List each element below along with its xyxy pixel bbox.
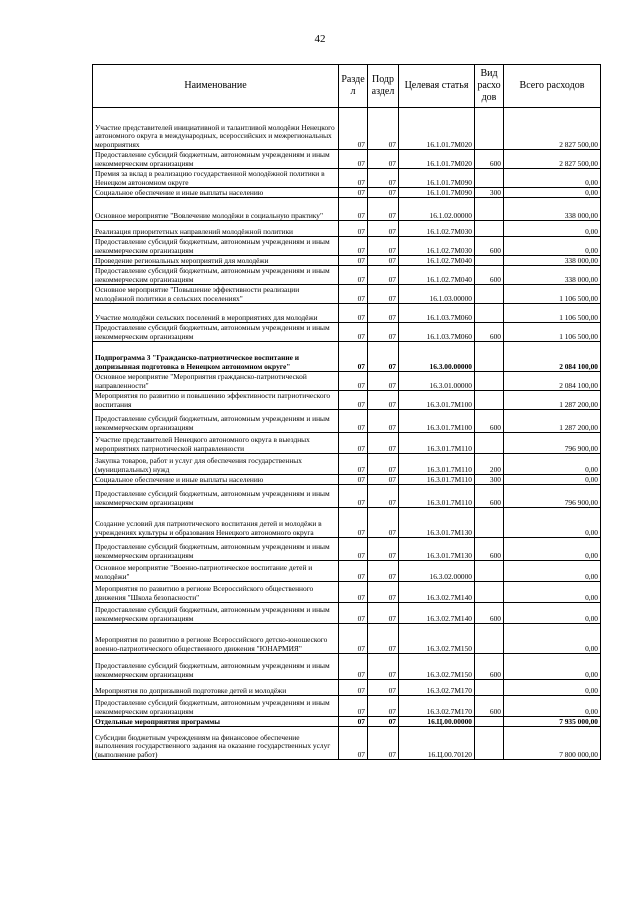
cell-podrazdel: 07	[368, 304, 399, 323]
cell-name: Основное мероприятие "Вовлечение молодёжи в социальную практику"	[93, 198, 339, 221]
cell-total: 0,00	[504, 582, 601, 603]
cell-podrazdel: 07	[368, 717, 399, 727]
cell-vid: 600	[475, 410, 504, 433]
cell-vid	[475, 108, 504, 150]
table-row	[93, 198, 601, 221]
cell-total: 338 000,00	[504, 266, 601, 285]
cell-vid	[475, 680, 504, 696]
table-row	[93, 654, 601, 680]
cell-name: Проведение региональных мероприятий для молодёжи	[93, 256, 339, 266]
cell-name: Отдельные мероприятия программы	[93, 717, 339, 727]
cell-razdel: 07	[339, 454, 368, 475]
header-razdel: Разде л	[339, 65, 368, 108]
cell-razdel: 07	[339, 108, 368, 150]
table-row	[93, 410, 601, 433]
cell-total: 0,00	[504, 603, 601, 624]
cell-vid: 600	[475, 538, 504, 561]
cell-podrazdel: 07	[368, 410, 399, 433]
cell-total: 2 827 500,00	[504, 150, 601, 169]
cell-total: 338 000,00	[504, 256, 601, 266]
table-row	[93, 454, 601, 475]
cell-name: Субсидии бюджетным учреждениям на финансовое обеспечение выполнения государственного задания на оказание государственных услуг (выполнение работ)	[93, 727, 339, 760]
cell-podrazdel: 07	[368, 582, 399, 603]
cell-name: Подпрограмма 3 "Гражданско-патриотическое воспитание и допризывная подготовка в Ненецком автономном округе"	[93, 342, 339, 372]
cell-total: 796 900,00	[504, 485, 601, 508]
cell-razdel: 07	[339, 150, 368, 169]
cell-total: 0,00	[504, 188, 601, 198]
table-row	[93, 727, 601, 760]
cell-vid: 200	[475, 454, 504, 475]
cell-total: 7 935 000,00	[504, 717, 601, 727]
cell-razdel: 07	[339, 717, 368, 727]
cell-name: Участие молодёжи сельских поселений в мероприятиях для молодёжи	[93, 304, 339, 323]
cell-vid	[475, 342, 504, 372]
table-row	[93, 538, 601, 561]
cell-target: 16.1.01.7М090	[399, 169, 475, 188]
cell-razdel: 07	[339, 485, 368, 508]
cell-podrazdel: 07	[368, 285, 399, 304]
cell-name: Предоставление субсидий бюджетным, автономным учреждениям и иным некоммерческим организациям	[93, 485, 339, 508]
cell-target: 16.3.02.7М170	[399, 696, 475, 717]
page-number: 42	[314, 33, 326, 45]
cell-target: 16.3.00.00000	[399, 342, 475, 372]
cell-razdel: 07	[339, 285, 368, 304]
table-row	[93, 475, 601, 485]
cell-target: 16.1.02.7М040	[399, 256, 475, 266]
cell-vid	[475, 256, 504, 266]
cell-podrazdel: 07	[368, 624, 399, 654]
cell-podrazdel: 07	[368, 237, 399, 256]
table-row	[93, 256, 601, 266]
cell-podrazdel: 07	[368, 169, 399, 188]
cell-podrazdel: 07	[368, 188, 399, 198]
table-row	[93, 433, 601, 454]
cell-razdel: 07	[339, 582, 368, 603]
cell-razdel: 07	[339, 188, 368, 198]
cell-podrazdel: 07	[368, 266, 399, 285]
cell-total: 796 900,00	[504, 433, 601, 454]
table-row	[93, 304, 601, 323]
table-row	[93, 342, 601, 372]
cell-total: 7 800 000,00	[504, 727, 601, 760]
cell-total: 0,00	[504, 561, 601, 582]
table-row	[93, 603, 601, 624]
cell-vid: 600	[475, 266, 504, 285]
cell-vid	[475, 624, 504, 654]
cell-podrazdel: 07	[368, 108, 399, 150]
cell-vid	[475, 508, 504, 538]
cell-razdel: 07	[339, 654, 368, 680]
cell-target: 16.3.01.7М110	[399, 454, 475, 475]
cell-name: Предоставление субсидий бюджетным, автономным учреждениям и иным некоммерческим организациям	[93, 538, 339, 561]
cell-vid	[475, 221, 504, 237]
cell-total: 1 106 500,00	[504, 285, 601, 304]
cell-vid: 600	[475, 237, 504, 256]
cell-podrazdel: 07	[368, 475, 399, 485]
cell-target: 16.Ц.00.70120	[399, 727, 475, 760]
cell-razdel: 07	[339, 624, 368, 654]
cell-razdel: 07	[339, 433, 368, 454]
cell-target: 16.3.01.7М130	[399, 508, 475, 538]
cell-podrazdel: 07	[368, 372, 399, 391]
cell-total: 0,00	[504, 538, 601, 561]
cell-podrazdel: 07	[368, 508, 399, 538]
cell-podrazdel: 07	[368, 561, 399, 582]
cell-podrazdel: 07	[368, 603, 399, 624]
cell-razdel: 07	[339, 198, 368, 221]
cell-podrazdel: 07	[368, 256, 399, 266]
cell-name: Закупка товаров, работ и услуг для обеспечения государственных (муниципальных) нужд	[93, 454, 339, 475]
cell-total: 2 084 100,00	[504, 372, 601, 391]
cell-podrazdel: 07	[368, 696, 399, 717]
cell-razdel: 07	[339, 256, 368, 266]
cell-target: 16.1.03.7М060	[399, 323, 475, 342]
table-row	[93, 150, 601, 169]
cell-target: 16.1.01.7М020	[399, 108, 475, 150]
cell-target: 16.3.01.7М110	[399, 475, 475, 485]
cell-total: 2 827 500,00	[504, 108, 601, 150]
cell-vid	[475, 727, 504, 760]
header-name: Наименование	[93, 65, 339, 108]
header-total: Всего расходов	[504, 65, 601, 108]
table-row	[93, 285, 601, 304]
cell-total: 1 287 200,00	[504, 410, 601, 433]
cell-razdel: 07	[339, 237, 368, 256]
cell-total: 1 106 500,00	[504, 304, 601, 323]
cell-total: 0,00	[504, 221, 601, 237]
cell-vid	[475, 304, 504, 323]
cell-vid	[475, 717, 504, 727]
cell-name: Создание условий для патриотического воспитания детей и молодёжи в учреждениях культуры и образования Ненецкого автономного округа	[93, 508, 339, 538]
cell-total: 0,00	[504, 624, 601, 654]
cell-vid: 600	[475, 696, 504, 717]
cell-total: 0,00	[504, 237, 601, 256]
cell-podrazdel: 07	[368, 198, 399, 221]
cell-podrazdel: 07	[368, 323, 399, 342]
cell-razdel: 07	[339, 266, 368, 285]
header-vid: Вид расхо дов	[475, 65, 504, 108]
cell-vid	[475, 582, 504, 603]
table-row	[93, 696, 601, 717]
cell-podrazdel: 07	[368, 391, 399, 410]
cell-target: 16.3.02.7М140	[399, 582, 475, 603]
cell-podrazdel: 07	[368, 454, 399, 475]
cell-razdel: 07	[339, 372, 368, 391]
cell-target: 16.1.02.7М030	[399, 237, 475, 256]
cell-target: 16.1.02.7М040	[399, 266, 475, 285]
table-row	[93, 582, 601, 603]
cell-podrazdel: 07	[368, 485, 399, 508]
cell-name: Участие представителей инициативной и талантливой молодёжи Ненецкого автономного округа в международных, всероссийских и межрегиональных мероприятиях	[93, 108, 339, 150]
cell-name: Предоставление субсидий бюджетным, автономным учреждениям и иным некоммерческим организациям	[93, 654, 339, 680]
cell-name: Основное мероприятие "Военно-патриотическое воспитание детей и молодёжи"	[93, 561, 339, 582]
cell-name: Участие представителей Ненецкого автономного округа в выездных мероприятиях патриотической направленности	[93, 433, 339, 454]
cell-name: Реализация приоритетных направлений молодёжной политики	[93, 221, 339, 237]
cell-razdel: 07	[339, 727, 368, 760]
cell-name: Предоставление субсидий бюджетным, автономным учреждениям и иным некоммерческим организациям	[93, 410, 339, 433]
budget-table	[92, 64, 601, 760]
cell-razdel: 07	[339, 475, 368, 485]
cell-total: 0,00	[504, 680, 601, 696]
cell-podrazdel: 07	[368, 727, 399, 760]
cell-name: Предоставление субсидий бюджетным, автономным учреждениям и иным некоммерческим организациям	[93, 237, 339, 256]
cell-vid	[475, 391, 504, 410]
table-row	[93, 323, 601, 342]
cell-name: Мероприятия по развитию в регионе Всероссийского общественного движения "Школа безопасности"	[93, 582, 339, 603]
cell-name: Предоставление субсидий бюджетным, автономным учреждениям и иным некоммерческим организациям	[93, 266, 339, 285]
cell-name: Социальное обеспечение и иные выплаты населению	[93, 188, 339, 198]
table-row	[93, 485, 601, 508]
cell-razdel: 07	[339, 391, 368, 410]
cell-razdel: 07	[339, 221, 368, 237]
cell-podrazdel: 07	[368, 221, 399, 237]
cell-name: Мероприятия по допризывной подготовке детей и молодёжи	[93, 680, 339, 696]
cell-razdel: 07	[339, 538, 368, 561]
cell-razdel: 07	[339, 696, 368, 717]
table-row	[93, 561, 601, 582]
cell-razdel: 07	[339, 508, 368, 538]
cell-podrazdel: 07	[368, 538, 399, 561]
table-body	[93, 108, 601, 760]
cell-name: Премия за вклад в реализацию государственной молодёжной политики в Ненецком автономном округе	[93, 169, 339, 188]
cell-name: Мероприятия по развитию и повышению эффективности патриотического воспитания	[93, 391, 339, 410]
cell-total: 0,00	[504, 475, 601, 485]
cell-podrazdel: 07	[368, 433, 399, 454]
cell-podrazdel: 07	[368, 150, 399, 169]
table-header-row	[93, 65, 601, 108]
cell-target: 16.1.03.00000	[399, 285, 475, 304]
table-row	[93, 391, 601, 410]
cell-total: 338 000,00	[504, 198, 601, 221]
cell-target: 16.1.02.7М030	[399, 221, 475, 237]
cell-vid: 600	[475, 654, 504, 680]
cell-total: 0,00	[504, 508, 601, 538]
cell-name: Основное мероприятие "Мероприятия гражданско-патриотической направленности"	[93, 372, 339, 391]
cell-total: 1 287 200,00	[504, 391, 601, 410]
cell-vid	[475, 169, 504, 188]
cell-target: 16.3.01.7М100	[399, 391, 475, 410]
cell-target: 16.3.02.7М170	[399, 680, 475, 696]
cell-name: Предоставление субсидий бюджетным, автономным учреждениям и иным некоммерческим организациям	[93, 696, 339, 717]
cell-razdel: 07	[339, 410, 368, 433]
table-row	[93, 624, 601, 654]
table-row	[93, 508, 601, 538]
cell-razdel: 07	[339, 304, 368, 323]
cell-target: 16.3.02.00000	[399, 561, 475, 582]
cell-vid	[475, 561, 504, 582]
cell-target: 16.1.01.7М090	[399, 188, 475, 198]
cell-vid: 300	[475, 475, 504, 485]
cell-vid: 300	[475, 188, 504, 198]
cell-total: 0,00	[504, 696, 601, 717]
cell-name: Предоставление субсидий бюджетным, автономным учреждениям и иным некоммерческим организациям	[93, 150, 339, 169]
table-row	[93, 372, 601, 391]
cell-total: 1 106 500,00	[504, 323, 601, 342]
cell-name: Мероприятия по развитию в регионе Всероссийского детско-юношеского военно-патриотического общественного движения "ЮНАРМИЯ"	[93, 624, 339, 654]
cell-razdel: 07	[339, 561, 368, 582]
table-row	[93, 266, 601, 285]
cell-target: 16.3.01.00000	[399, 372, 475, 391]
cell-target: 16.3.01.7М110	[399, 485, 475, 508]
cell-razdel: 07	[339, 342, 368, 372]
cell-name: Социальное обеспечение и иные выплаты населению	[93, 475, 339, 485]
cell-target: 16.3.02.7М150	[399, 654, 475, 680]
cell-name: Предоставление субсидий бюджетным, автономным учреждениям и иным некоммерческим организациям	[93, 603, 339, 624]
cell-target: 16.3.02.7М150	[399, 624, 475, 654]
cell-target: 16.1.01.7М020	[399, 150, 475, 169]
cell-razdel: 07	[339, 680, 368, 696]
cell-name: Предоставление субсидий бюджетным, автономным учреждениям и иным некоммерческим организациям	[93, 323, 339, 342]
table-row	[93, 237, 601, 256]
cell-podrazdel: 07	[368, 680, 399, 696]
cell-podrazdel: 07	[368, 342, 399, 372]
cell-target: 16.Ц.00.00000	[399, 717, 475, 727]
cell-podrazdel: 07	[368, 654, 399, 680]
cell-vid: 600	[475, 603, 504, 624]
cell-razdel: 07	[339, 323, 368, 342]
cell-total: 0,00	[504, 454, 601, 475]
header-target: Целевая статья	[399, 65, 475, 108]
cell-razdel: 07	[339, 169, 368, 188]
cell-vid	[475, 372, 504, 391]
header-podrazdel: Подр аздел	[368, 65, 399, 108]
cell-vid: 600	[475, 323, 504, 342]
table-row	[93, 169, 601, 188]
table-row	[93, 108, 601, 150]
cell-total: 2 084 100,00	[504, 342, 601, 372]
cell-target: 16.3.02.7М140	[399, 603, 475, 624]
cell-vid	[475, 285, 504, 304]
cell-vid: 600	[475, 150, 504, 169]
cell-target: 16.3.01.7М130	[399, 538, 475, 561]
table-row	[93, 680, 601, 696]
cell-total: 0,00	[504, 654, 601, 680]
table-row	[93, 717, 601, 727]
cell-vid: 600	[475, 485, 504, 508]
cell-target: 16.3.01.7М110	[399, 433, 475, 454]
table-row	[93, 221, 601, 237]
cell-vid	[475, 433, 504, 454]
cell-target: 16.1.02.00000	[399, 198, 475, 221]
cell-name: Основное мероприятие "Повышение эффективности реализации молодёжной политики в сельских поселениях"	[93, 285, 339, 304]
cell-target: 16.1.03.7М060	[399, 304, 475, 323]
cell-target: 16.3.01.7М100	[399, 410, 475, 433]
cell-vid	[475, 198, 504, 221]
table-row	[93, 188, 601, 198]
cell-razdel: 07	[339, 603, 368, 624]
cell-total: 0,00	[504, 169, 601, 188]
